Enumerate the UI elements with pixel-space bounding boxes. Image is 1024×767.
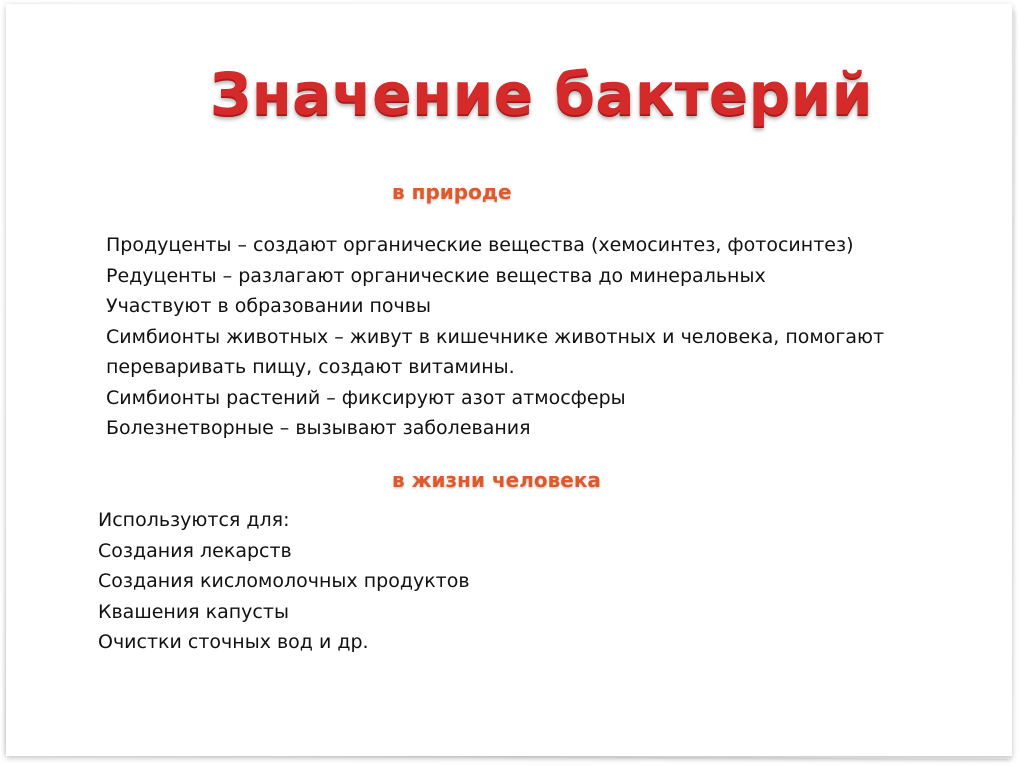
list-item: Очистки сточных вод и др. bbox=[98, 631, 369, 653]
list-item: Создания лекарств bbox=[98, 539, 292, 562]
section-heading-nature: в природе bbox=[392, 180, 512, 204]
list-item: Симбионты животных – живут в кишечнике животных и человека, помогают bbox=[106, 325, 885, 348]
list-item: Продуценты – создают органические вещества (хемосинтез, фотосинтез) bbox=[106, 234, 854, 256]
list-item: переваривать пищу, создают витамины. bbox=[106, 356, 515, 378]
list-item: Редуценты – разлагают органические вещества до минеральных bbox=[106, 264, 766, 287]
section-heading-human-life: в жизни человека bbox=[392, 468, 601, 492]
list-item: Болезнетворные – вызывают заболевания bbox=[106, 417, 531, 439]
list-item: Симбионты растений – фиксируют азот атмосферы bbox=[106, 386, 626, 409]
slide-title: Значение бактерий bbox=[210, 60, 874, 128]
human-life-list bbox=[98, 505, 470, 658]
list-item: Создания кисломолочных продуктов bbox=[98, 570, 470, 592]
list-item: Используются для: bbox=[98, 509, 290, 531]
nature-list bbox=[106, 230, 884, 444]
list-item: Участвуют в образовании почвы bbox=[106, 295, 431, 317]
list-item: Квашения капусты bbox=[98, 600, 289, 623]
